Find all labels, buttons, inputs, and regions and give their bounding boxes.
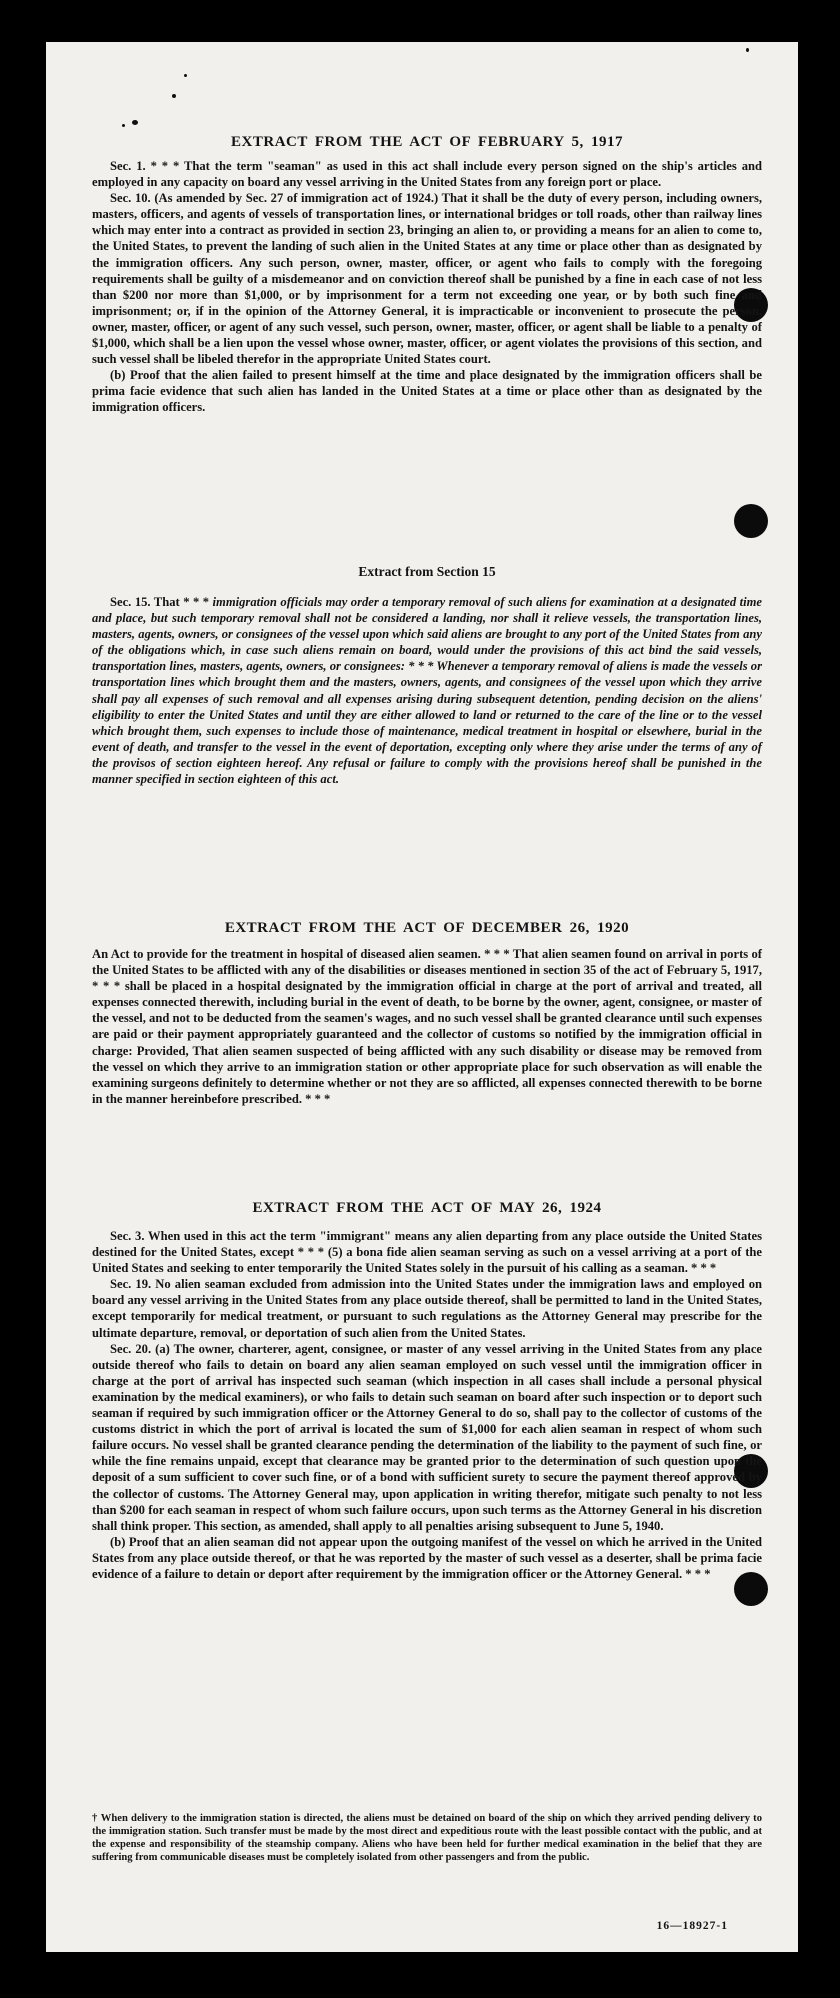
section-1917-body — [92, 158, 762, 416]
paragraph: An Act to provide for the treatment in hospital of diseased alien seamen. * * * That alien seamen found on arrival in ports of the United States to be afflicted with any of the disabilities or diseases mentioned in section 35 of the act of February 5, 1917, * * * shall be placed in a hospital designated by the immigration official in charge at the port of arrival and treated, all expenses connected therewith, including burial in the event of death, to be borne by the owner, agent, consignee, or master of the vessel, and not to be deducted from the seamen's wages, and no such vessel shall be granted clearance until such expenses are paid or their payment appropriately guaranteed and the collector of customs so notified by the immigration official in charge: Provided, That alien seamen suspected of being afflicted with any such disability or disease may be removed from the vessel on which they arrive to an immigration station or other appropriate place for such observation as will enable the examining surgeons definitely to determine whether or not they are so afflicted, all expenses connected therewith to be borne in the manner hereinbefore prescribed. * * * — [92, 947, 762, 1106]
paper-sheet — [46, 42, 798, 1952]
heading-act-1917: EXTRACT FROM THE ACT OF FEBRUARY 5, 1917 — [231, 134, 623, 150]
section-1924-body — [92, 1228, 762, 1582]
paragraph: (b) Proof that an alien seaman did not appear upon the outgoing manifest of the vessel on which he arrived in the United States from any place outside thereof, or that he was reported by the master of such vessel as a deserter, shall be prima facie evidence of a failure to detain or deport after requirement by the immigration officer or the Attorney General. * * * — [92, 1534, 762, 1581]
paragraph: Sec. 20. (a) The owner, charterer, agent, consignee, or master of any vessel arriving in the United States from any place outside thereof who fails to detain on board any alien seaman employed on such vessel until the immigration officer in charge at the port of arrival has inspected such seaman (which inspection in all cases shall include a personal physical examination by the medical examiners), or who fails to detain such seaman on board after such inspection or to deport such seaman if required by such immigration officer or the Attorney General to do so, shall pay to the collector of customs of the customs district in which the port of arrival is located the sum of $1,000 for each alien seaman in respect of whom such failure occurs. No vessel shall be granted clearance pending the determination of the liability to the payment of such fine, or while the fine remains unpaid, except that clearance may be granted prior to the determination of such question upon the deposit of a sum sufficient to cover such fine, or of a bond with sufficient surety to secure the payment thereof approved by the collector of customs. The Attorney General may, upon application in writing therefor, mitigate such penalty to not less than $200 for each seaman in respect of whom such failure occurs, upon such terms as the Attorney General in his discretion shall think proper. This section, as amended, shall apply to all penalties arising subsequent to June 5, 1940. — [92, 1341, 762, 1533]
section-1920-body — [92, 946, 762, 1107]
ink-speck — [122, 124, 125, 127]
heading-act-1920: EXTRACT FROM THE ACT OF DECEMBER 26, 1920 — [224, 920, 630, 936]
paragraph: Sec. 1. * * * That the term "seaman" as used in this act shall include every person signed on the ship's articles and employed in any capacity on board any vessel arriving in the United States from any foreign port or place. — [92, 159, 762, 190]
paragraph: Sec. 10. (As amended by Sec. 27 of immigration act of 1924.) That it shall be the duty of every person, including owners, masters, officers, and agents of vessels of transportation lines, or international bridges or toll roads, other than railway lines which may enter into a contract as provided in section 23, bringing an alien to, or providing a means for an alien to come to, the United States, to prevent the landing of such alien in the United States at any time or place other than as designated by the immigration officers. Any such person, owner, master, officer, or agent who fails to comply with the foregoing requirements shall be guilty of a misdemeanor and on conviction thereof shall be punished by a fine in each case of not less than $200 nor more than $1,000, or by imprisonment for a term not exceeding one year, or by both such fine and imprisonment; or, if in the opinion of the Attorney General, it is impracticable or inconvenient to prosecute the person, owner, master, officer, or agent of any such vessel, such person, owner, master, officer, or agent shall be liable to a penalty of $1,000, which shall be a lien upon the vessel whose owner, master, officer, or agent violates the provisions of this section, and such vessel shall be libeled therefor in the appropriate United States court. — [92, 191, 762, 367]
ink-speck — [184, 74, 187, 77]
ink-speck — [746, 48, 749, 52]
heading-section-15: Extract from Section 15 — [358, 564, 496, 579]
ink-speck — [132, 120, 138, 125]
section-15-body — [92, 594, 762, 787]
heading-act-1924: EXTRACT FROM THE ACT OF MAY 26, 1924 — [252, 1200, 602, 1216]
paragraph: Sec. 15. That * * * immigration officials may order a temporary removal of such aliens for examination at a designated time and place, but such temporary removal shall not be considered a landing, nor shall it relieve vessels, the transportation lines, masters, agents, owners, or consignees of the vessel upon which said aliens are brought to any port of the United States from any of the obligations which, in case such aliens remain on board, would under the provisions of this act bind the said vessels, transportation lines, masters, agents, owners, or consignees: * * * Whenever a temporary removal of aliens is made the vessels or transportation lines which brought them and the masters, owners, agents, and consignees of the vessel upon which they arrive shall pay all expenses of such removal and all expenses arising during subsequent detention, pending decision on the aliens' eligibility to enter the United States and until they are either allowed to land or returned to the care of the line or to the vessel which brought them, such expenses to include those of maintenance, medical treatment in hospital or elsewhere, burial in the event of death, and transfer to the vessel in the event of deportation, excepting only where they arise under the terms of any of the provisos of section eighteen hereof. Any refusal or failure to comply with the provisions hereof shall be punished in the manner specified in section eighteen of this act. — [92, 595, 762, 787]
paragraph: (b) Proof that the alien failed to present himself at the time and place designated by the immigration officers shall be prima facie evidence that such alien has landed in the United States at a time or place other than as designated by the immigration officers. — [92, 368, 762, 415]
punch-hole — [734, 504, 768, 538]
form-number: 16—18927-1 — [656, 1920, 728, 1932]
paragraph: Sec. 3. When used in this act the term "immigrant" means any alien departing from any place outside the United States destined for the United States, except * * * (5) a bona fide alien seaman serving as such on a vessel arriving at a port of the United States and seeking to enter temporarily the United States solely in the pursuit of his calling as a seaman. * * * — [92, 1229, 762, 1276]
footnote: † When delivery to the immigration station is directed, the aliens must be detained on board of the ship on which they arrived pending delivery to the immigration station. Such transfer must be made by the most direct and expeditious route with the least possible contact with the public, and at the expense and responsibility of the steamship company. Aliens who have been held for further medical examination in the belief that they are suffering from communicable diseases must be completely isolated from other passengers and from the public. — [92, 1813, 762, 1863]
ink-speck — [172, 94, 176, 98]
paragraph: Sec. 19. No alien seaman excluded from admission into the United States under the immigration laws and employed on board any vessel arriving in the United States from any place outside thereof, shall be permitted to land in the United States, except temporarily for medical treatment, or pursuant to such regulations as the Attorney General may prescribe for the ultimate departure, removal, or deportation of such alien from the United States. — [92, 1277, 762, 1340]
